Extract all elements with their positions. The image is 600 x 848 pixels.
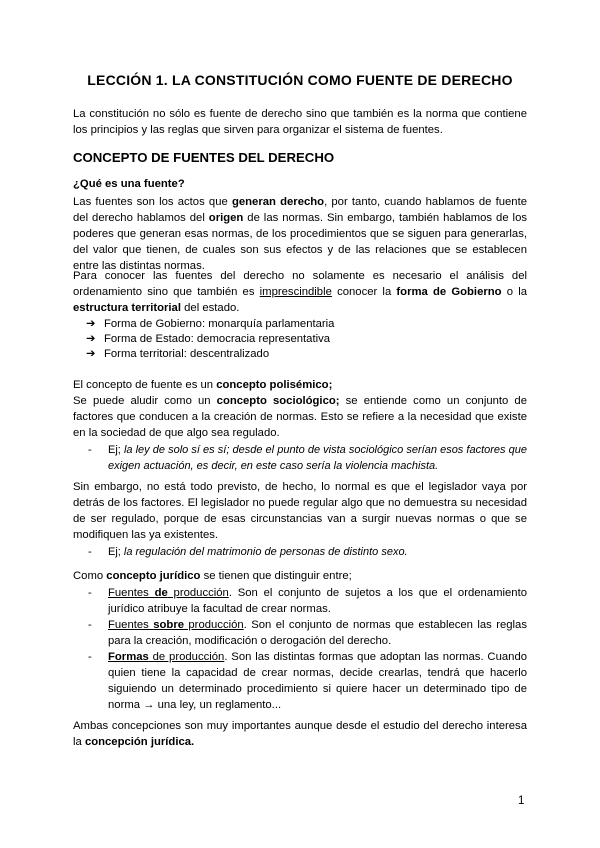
dash-bullet: -	[88, 619, 92, 631]
paragraph-juridico: Como concepto jurídico se tienen que distinguir entre;	[73, 570, 352, 582]
arrow-list	[86, 317, 526, 362]
list-item: - Fuentes sobre producción. Son el conjunto de normas que establecen las reglas para la creación, modificación o derogación del derecho.	[88, 619, 527, 647]
paragraph-legislador: Sin embargo, no está todo previsto, de hecho, lo normal es que el legislador vaya por detrás de los factores. El legislador no puede regular algo que no demuestra su necesidad de ser regulado, porque de esas circunstancias van a surgir nuevas normas o que se modifiquen las ya existentes.	[73, 481, 527, 541]
paragraph-sociologico: Se puede aludir como un concepto sociológico; se entiende como un conjunto de factores que conducen a la creación de normas. Esto se refiere a la necesidad que existe en la sociedad de que algo sea regulado.	[73, 395, 527, 439]
dash-bullet: -	[88, 444, 92, 456]
example-sociologico: - Ej; la ley de solo sí es sí; desde el punto de vista sociológico serían esos factores que exigen actuación, es decir, en este caso sería la violencia machista.	[88, 444, 527, 472]
intro-paragraph: La constitución no sólo es fuente de derecho sino que también es la norma que contiene los principios y las reglas que sirven para organizar el sistema de fuentes.	[73, 108, 527, 136]
list-item: - Fuentes de producción. Son el conjunto de sujetos a los que el ordenamiento jurídico atribuye la facultad de crear normas.	[88, 587, 527, 615]
section-heading: CONCEPTO DE FUENTES DEL DERECHO	[73, 150, 335, 165]
page-number: 1	[518, 795, 525, 807]
paragraph-conocer: Para conocer las fuentes del derecho no solamente es necesario el análisis del ordenamiento sino que también es imprescindible conocer la forma de Gobierno o la estructura territorial del estado.	[73, 270, 527, 314]
juridico-list	[88, 585, 527, 713]
dash-bullet: -	[88, 651, 92, 663]
example-matrimonio: - Ej; la regulación del matrimonio de personas de distinto sexo.	[88, 546, 408, 558]
list-item: - Formas de producción. Son las distintas formas que adoptan las normas. Cuando quien tiene la capacidad de crear normas, decide crearlas, tendrá que hacerlo siguiendo un determinado procedimiento si quiere hacer un determinado tipo de norma → una ley, un reglamento...	[88, 651, 528, 711]
list-item: ➔ Forma de Estado: democracia representativa	[86, 333, 331, 345]
list-item: ➔ Forma de Gobierno: monarquía parlamentaria	[86, 318, 335, 330]
dash-bullet: -	[88, 546, 92, 558]
question-heading: ¿Qué es una fuente?	[73, 178, 185, 190]
arrow-icon: ➔	[86, 318, 96, 330]
arrow-icon: ➔	[86, 348, 96, 360]
list-item: ➔ Forma territorial: descentralizado	[86, 348, 270, 360]
dash-bullet: -	[88, 587, 92, 599]
paragraph-fuentes: Las fuentes son los actos que generan derecho, por tanto, cuando hablamos de fuente del derecho hablamos del origen de las normas. Sin embargo, también hablamos de los poderes que generan esas normas, de los procedimientos que se siguen para generarlas, del valor que tienen, de cuales son sus efectos y de las relaciones que se establecen entre las distintas normas.	[73, 196, 527, 272]
paragraph-polisemico: El concepto de fuente es un concepto polisémico;	[73, 379, 333, 391]
arrow-icon: ➔	[86, 333, 96, 345]
paragraph-conclusion: Ambas concepciones son muy importantes aunque desde el estudio del derecho interesa la concepción jurídica.	[73, 720, 527, 748]
lesson-title: LECCIÓN 1. LA CONSTITUCIÓN COMO FUENTE DE DERECHO	[87, 72, 513, 88]
